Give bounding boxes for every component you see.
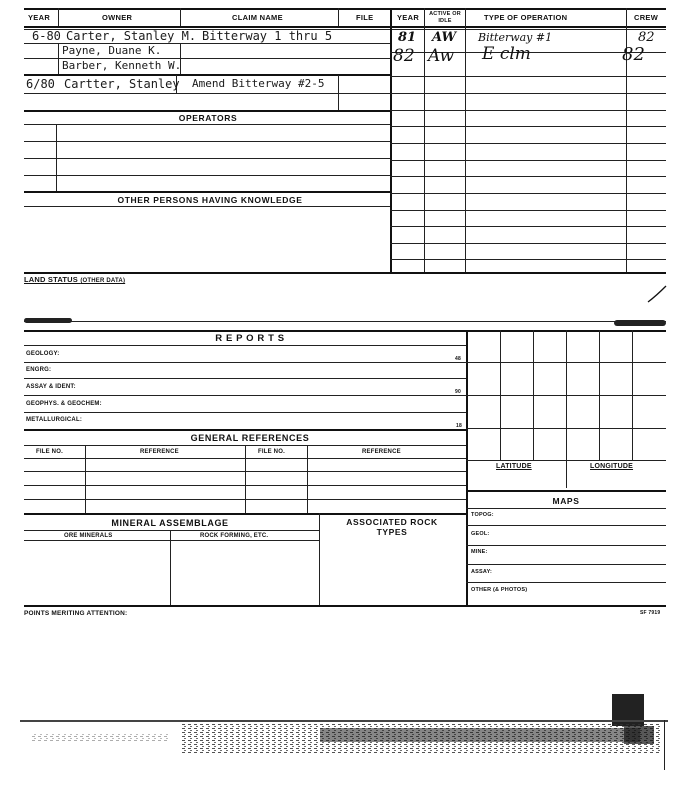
col-file-header: FILE	[356, 13, 374, 22]
associated-rock-types-heading: ASSOCIATED ROCK TYPES	[346, 517, 438, 537]
map-mine-label: MINE:	[471, 549, 488, 555]
general-references-heading: GENERAL REFERENCES	[190, 433, 310, 443]
operators-heading: OPERATORS	[178, 113, 238, 123]
claim-row-owner: Payne, Duane K.	[62, 44, 162, 57]
operation-year: 81	[398, 30, 417, 45]
col-active-idle-header: ACTIVE OR IDLE	[429, 11, 461, 24]
report-metallurgical-label: METALLURGICAL:	[26, 417, 83, 423]
form-id: SF 7919	[640, 610, 661, 616]
ore-minerals-header: ORE MINERALS	[64, 533, 113, 539]
claim-row-owner: Barber, Kenneth W.	[62, 59, 182, 72]
mineral-assemblage-heading: MINERAL ASSEMBLAGE	[111, 518, 229, 528]
report-geology-label: GEOLOGY:	[26, 351, 60, 357]
reports-heading: R E P O R T S	[215, 333, 285, 344]
other-persons-heading: OTHER PERSONS HAVING KNOWLEDGE	[117, 195, 303, 205]
col-crew-header: CREW	[634, 13, 659, 22]
report-geophys-label: GEOPHYS. & GEOCHEM:	[26, 401, 102, 407]
ref-file-no-header-2: FILE NO.	[258, 449, 285, 455]
rock-forming-header: ROCK FORMING, ETC.	[200, 533, 269, 539]
claim-row-year: 6-80	[32, 29, 61, 43]
ref-reference-header-2: REFERENCE	[362, 449, 401, 455]
map-geol-label: GEOL:	[471, 531, 490, 537]
land-status-label: LAND STATUS	[24, 275, 79, 284]
pen-mark	[646, 284, 668, 304]
operation-status: AW	[432, 30, 457, 45]
map-other-label: OTHER (& PHOTOS)	[471, 587, 528, 593]
longitude-label: LONGITUDE	[590, 463, 634, 470]
map-assay-label: ASSAY:	[471, 569, 493, 575]
col-year-header: YEAR	[28, 13, 51, 22]
report-metallurgical-number: 18	[456, 423, 462, 429]
claim-row-owner: Carter, Stanley M.	[66, 29, 197, 43]
report-engrg-label: ENGRG:	[26, 367, 52, 373]
latitude-label: LATITUDE	[496, 463, 532, 470]
operation-type: E clm	[482, 44, 531, 64]
report-geology-number: 48	[455, 356, 461, 362]
land-status-heading	[24, 275, 125, 284]
col-type-operation-header: TYPE OF OPERATION	[484, 13, 568, 22]
ref-reference-header: REFERENCE	[140, 449, 179, 455]
land-status-note: (OTHER DATA)	[80, 278, 126, 284]
operation-type: Bitterway #1	[478, 31, 553, 44]
col-owner-header: OWNER	[102, 13, 133, 22]
map-topog-label: TOPOG:	[471, 512, 494, 518]
scan-noise-band	[20, 712, 668, 772]
operation-crew: 82	[622, 44, 645, 65]
operation-status: Aw	[428, 46, 455, 66]
col-claim-name-header: CLAIM NAME	[232, 13, 283, 22]
operation-crew: 82	[638, 30, 655, 45]
edge-smudge	[614, 320, 666, 326]
claim-row-owner: Cartter, Stanley	[64, 77, 180, 91]
maps-heading: MAPS	[552, 496, 580, 506]
report-assay-label: ASSAY & IDENT:	[26, 384, 76, 390]
claim-row-claim-name: Amend Bitterway #2-5	[192, 77, 325, 90]
claim-row-year: 6/80	[26, 77, 55, 91]
operation-year: 82	[393, 46, 415, 66]
points-meriting-attention: POINTS MERITING ATTENTION:	[24, 610, 128, 617]
col-year2-header: YEAR	[397, 13, 420, 22]
edge-smudge	[24, 318, 72, 323]
report-assay-number: 90	[455, 389, 461, 395]
ref-file-no-header: FILE NO.	[36, 449, 63, 455]
claim-row-claim-name: Bitterway 1 thru 5	[202, 29, 333, 43]
